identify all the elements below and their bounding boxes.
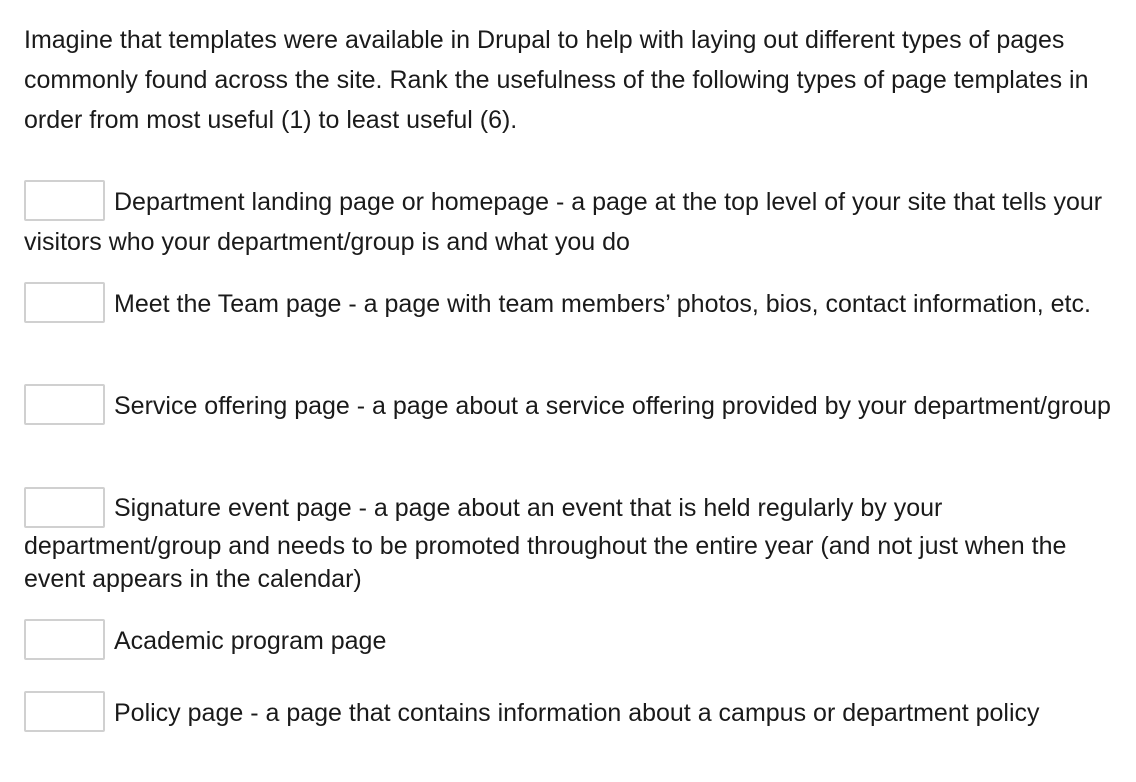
rank-input-academic-program[interactable] <box>24 619 105 660</box>
rank-item-department-landing <box>24 183 1124 260</box>
rank-label-policy: Policy page - a page that contains information about a campus or department policy <box>114 699 1040 728</box>
rank-label-service-offering: Service offering page - a page about a service offering provided by your department/group <box>114 392 1111 421</box>
rank-label-academic-program: Academic program page <box>114 627 387 656</box>
rank-input-meet-the-team[interactable] <box>24 282 105 323</box>
rank-item-academic-program <box>24 622 1124 663</box>
rank-label-department-landing: Department landing page or homepage - a page at the top level of your site that tells your visitors who your department/group is and what you do <box>24 188 1103 256</box>
rank-input-signature-event[interactable] <box>24 487 105 528</box>
rank-input-department-landing[interactable] <box>24 180 105 221</box>
rank-label-meet-the-team: Meet the Team page - a page with team members’ photos, bios, contact information, etc. <box>114 290 1091 319</box>
rank-item-signature-event <box>24 489 1124 596</box>
rank-input-policy[interactable] <box>24 691 105 732</box>
rank-label-signature-event: Signature event page - a page about an event that is held regularly by your department/group and needs to be promoted throughout the entire year (and not just when the event appears in the calendar) <box>24 494 1067 593</box>
rank-item-service-offering <box>24 387 1124 428</box>
rank-item-meet-the-team <box>24 285 1124 326</box>
question-text: Imagine that templates were available in Drupal to help with laying out different types of pages commonly found across the site. Rank the usefulness of the following types of page templates in order from most useful (1) to least useful (6). <box>24 26 1089 134</box>
rank-item-policy <box>24 694 1124 735</box>
rank-input-service-offering[interactable] <box>24 384 105 425</box>
